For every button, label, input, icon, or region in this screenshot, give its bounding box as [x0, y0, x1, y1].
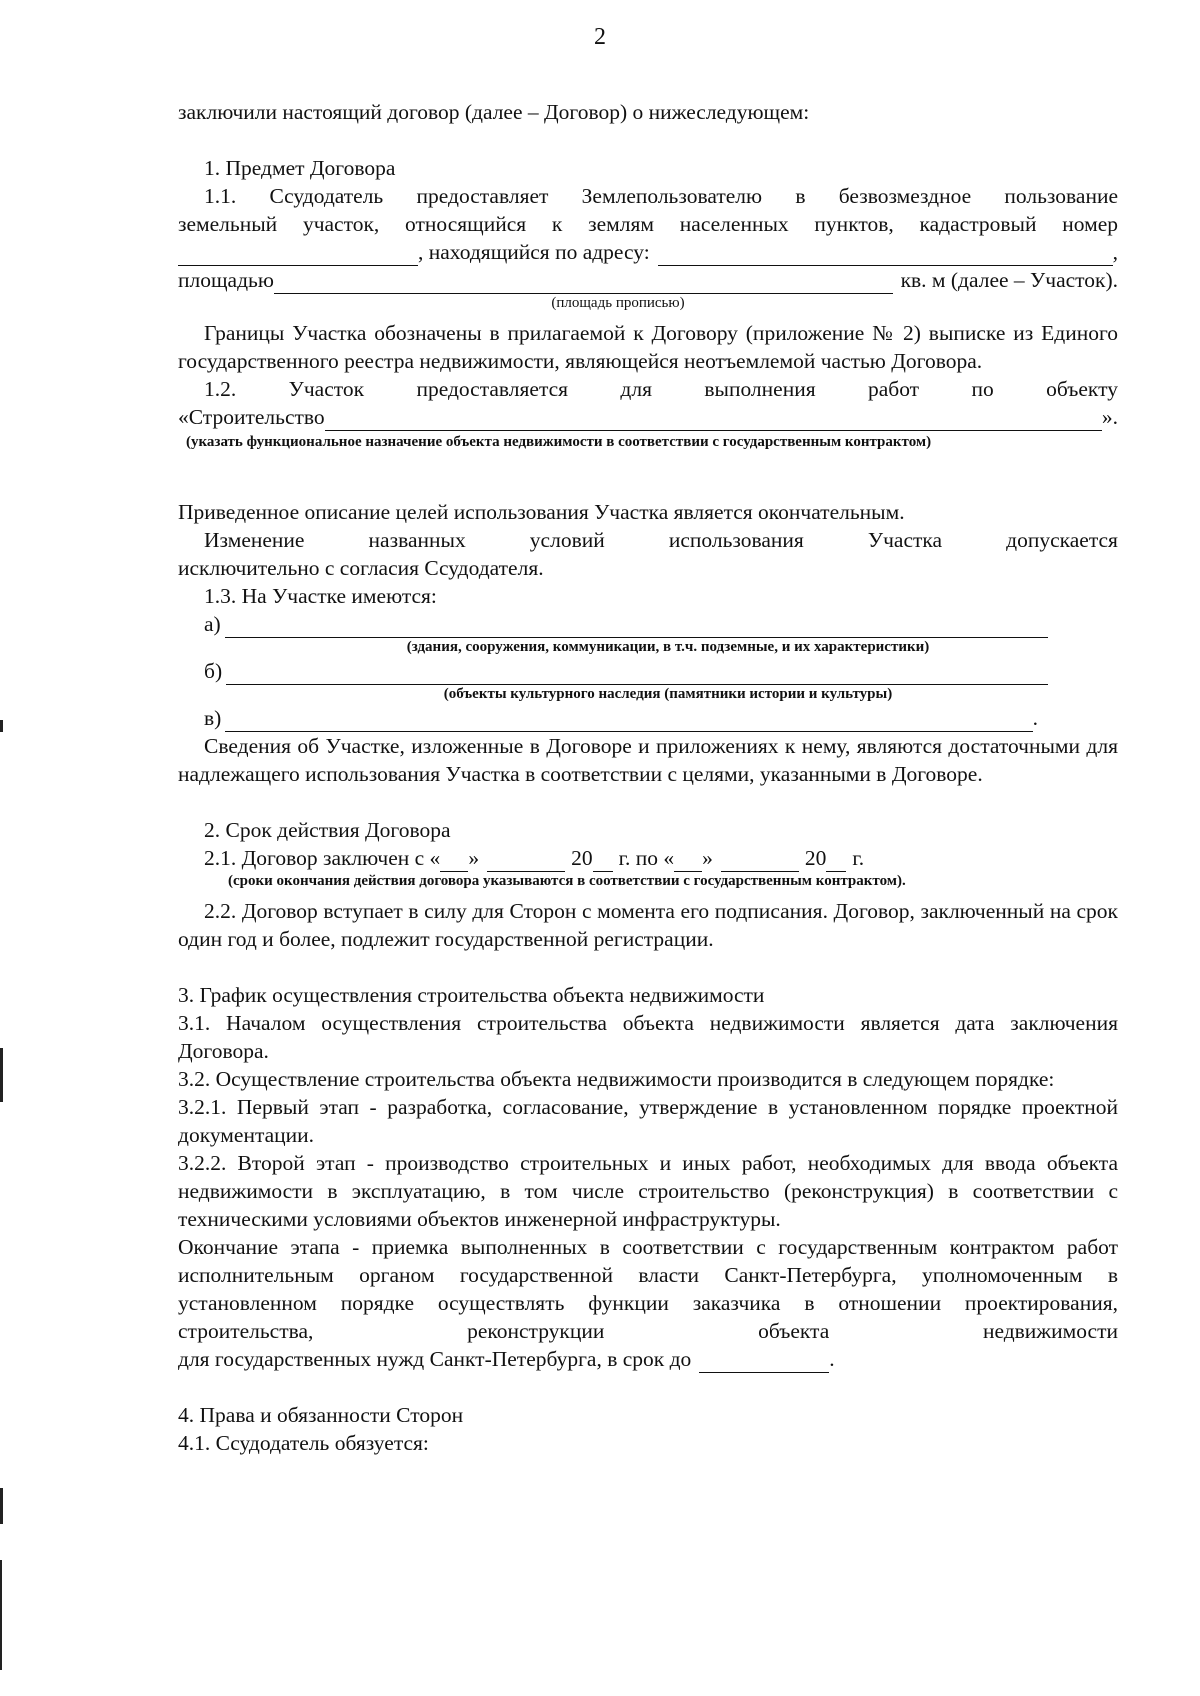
word: Участок	[288, 377, 365, 401]
deadline-line	[178, 1345, 1118, 1373]
word: объекту	[1046, 377, 1118, 401]
area-note: (площадь прописью)	[551, 295, 685, 311]
word: использования	[668, 528, 804, 552]
info-text: Сведения об Участке, изложенные в Договоре и приложениях к нему, являются достаточными для надлежащего использования Участка в соответствии с целями, указанными в Договоре.	[178, 734, 1118, 786]
cadastral-line	[178, 238, 1118, 266]
clause-3-2-1: 3.2.1. Первый этап - разработка, согласование, утверждение в установленном порядке проектной документации.	[178, 1095, 1118, 1147]
clause-1-1-line2: земельный участок, относящийся к землям населенных пунктов, кадастровый номер	[178, 212, 1118, 236]
item-a-note: (здания, сооружения, коммуникации, в т.ч. подземные, и их характеристики)	[406, 639, 930, 655]
clause-3-2: 3.2. Осуществление строительства объекта недвижимости производится в следующем порядке:	[178, 1067, 1055, 1091]
construction-line	[178, 403, 1118, 431]
word: условий	[529, 528, 605, 552]
end-day-field[interactable]	[674, 849, 702, 872]
start-month-field[interactable]	[487, 849, 565, 872]
item-c-line	[178, 704, 1118, 732]
word: работ	[867, 377, 920, 401]
section-3-heading: 3. График осуществления строительства объекта недвижимости	[178, 983, 765, 1007]
item-b-field[interactable]	[226, 662, 1048, 685]
change-end: исключительно с согласия Ссудодателя.	[178, 556, 544, 580]
change-line	[178, 526, 1118, 554]
document-body	[178, 98, 1118, 1457]
area-line	[178, 266, 1118, 294]
year-suffix: г.	[852, 846, 865, 870]
item-c-label: в)	[204, 706, 222, 730]
item-b-label: б)	[204, 659, 223, 683]
item-b-note: (объекты культурного наследия (памятники истории и культуры)	[443, 686, 893, 702]
period: .	[829, 1347, 835, 1371]
item-b-line	[178, 657, 1118, 685]
section-4-heading: 4. Права и обязанности Сторон	[178, 1403, 464, 1427]
item-c-field[interactable]	[225, 709, 1032, 732]
address-label: , находящийся по адресу:	[418, 240, 650, 264]
start-year-prefix: 20	[571, 846, 593, 870]
quote: »	[468, 846, 480, 870]
start-day-field[interactable]	[440, 849, 468, 872]
word: допускается	[1006, 528, 1118, 552]
deadline-label: для государственных нужд Санкт-Петербурга, в срок до	[178, 1347, 692, 1371]
scan-edge-mark	[0, 720, 3, 732]
term-from-label: 2.1. Договор заключен с «	[204, 846, 441, 870]
end-month-field[interactable]	[721, 849, 799, 872]
clause-2-2: 2.2. Договор вступает в силу для Сторон с момента его подписания. Договор, заключенный на срок один год и более, подлежит государственной регистрации.	[178, 899, 1118, 951]
period: .	[1032, 706, 1038, 730]
section-1-heading: 1. Предмет Договора	[204, 156, 396, 180]
clause-3-1: 3.1. Началом осуществления строительства объекта недвижимости является дата заключения Договора.	[178, 1011, 1118, 1063]
stage-end-text: Окончание этапа - приемка выполненных в соответствии с государственным контрактом работ исполнительным органом государственной власти Санкт-Петербурга, уполномоченным в установленном порядке осуществлять функции заказчика в отношении проектирования, строительства, реконструкции объекта недвижимости	[178, 1235, 1118, 1343]
scan-edge-mark	[0, 1488, 3, 1524]
construction-label: «Строительство	[178, 405, 325, 429]
purpose-final: Приведенное описание целей использования Участка является окончательным.	[178, 500, 905, 524]
scan-edge-mark	[0, 1048, 3, 1102]
clause-1-2-line1	[178, 375, 1118, 403]
borders-text: Границы Участка обозначены в прилагаемой к Договору (приложение № 2) выписке из Единого государственного реестра недвижимости, являющейся неотъемлемой частью Договора.	[178, 321, 1118, 373]
word: предоставляется	[416, 377, 569, 401]
clause-1-1-line1: 1.1. Ссудодатель предоставляет Землепользователю в безвозмездное пользование	[204, 184, 1118, 208]
clause-1-3: 1.3. На Участке имеются:	[204, 584, 437, 608]
word: названных	[368, 528, 466, 552]
word: выполнения	[704, 377, 816, 401]
clause-4-1: 4.1. Ссудодатель обязуется:	[178, 1431, 429, 1455]
start-year-field[interactable]	[593, 849, 613, 872]
area-field[interactable]	[274, 271, 893, 294]
clause-2-1	[178, 844, 1118, 872]
scan-edge-mark	[0, 1560, 2, 1670]
area-unit: кв. м (далее – Участок).	[900, 268, 1118, 292]
item-a-field[interactable]	[225, 615, 1048, 638]
cadastral-number-field[interactable]	[178, 243, 418, 266]
word: Участка	[867, 528, 943, 552]
item-a-line	[178, 610, 1118, 638]
section-2-heading: 2. Срок действия Договора	[204, 818, 451, 842]
word: по	[971, 377, 994, 401]
end-year-prefix: 20	[804, 846, 827, 870]
term-note: (сроки окончания действия договора указываются в соответствии с государственным контрактом).	[228, 873, 906, 889]
word: Изменение	[204, 528, 305, 552]
deadline-field[interactable]	[699, 1350, 829, 1373]
end-year-field[interactable]	[826, 849, 846, 872]
quote: »	[702, 846, 713, 870]
construction-note: (указать функциональное назначение объекта недвижимости в соответствии с государственным контрактом)	[186, 434, 932, 450]
word: для	[620, 377, 652, 401]
item-a-label: а)	[204, 612, 221, 636]
construction-field[interactable]	[325, 408, 1102, 431]
quote-close: ».	[1101, 405, 1118, 429]
area-label: площадью	[178, 268, 274, 292]
clause-3-2-2: 3.2.2. Второй этап - производство строительных и иных работ, необходимых для ввода объекта недвижимости в эксплуатацию, в том числе строительство (реконструкция) в соответствии с техническими условиями объектов инженерной инфраструктуры.	[178, 1151, 1118, 1231]
address-field[interactable]	[658, 243, 1113, 266]
intro-text: заключили настоящий договор (далее – Договор) о нижеследующем:	[178, 100, 810, 124]
word: 1.2.	[204, 377, 237, 401]
page-number: 2	[594, 24, 606, 50]
comma: ,	[1112, 240, 1118, 264]
term-to-label: г. по «	[618, 846, 675, 870]
